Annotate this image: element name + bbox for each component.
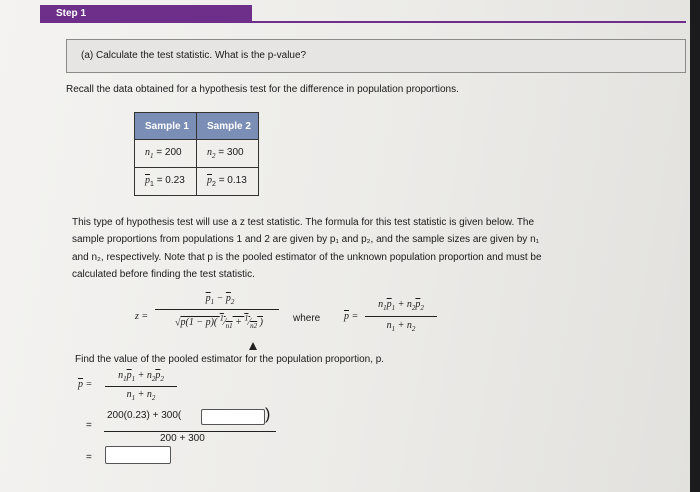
calc-numerator: 200(0.23) + 300(	[107, 410, 182, 421]
cell-p1: $\overline{p}_1 = 0.23$	[135, 168, 197, 196]
p2-input-box[interactable]	[201, 409, 265, 425]
where-label: where	[293, 313, 321, 324]
cell-n2: $n_2 = 300$	[197, 140, 259, 168]
step-divider	[40, 21, 686, 23]
sample-table	[134, 112, 259, 196]
calc-denominator: 200 + 300	[160, 433, 205, 444]
explanation-line-1: This type of hypothesis test will use a z test statistic. The formula for this test statistic is given below. The	[72, 217, 535, 228]
step-tab: Step 1	[40, 5, 252, 22]
question-box: (a) Calculate the test statistic. What is the p-value?	[66, 39, 686, 73]
recall-text: Recall the data obtained for a hypothesis test for the difference in population proportions.	[66, 84, 459, 95]
explanation-line-2: sample proportions from populations 1 and 2 are given by p₁ and p₂, and the sample sizes are given by n₁	[72, 234, 540, 245]
find-text: Find the value of the pooled estimator for the population proportion, p.	[75, 354, 385, 365]
pooled-answer-input[interactable]	[105, 446, 171, 464]
explanation-line-4: calculated before finding the test statistic.	[72, 269, 255, 280]
cell-p2: $\overline{p}_2 = 0.13$	[197, 168, 259, 196]
cursor-icon	[249, 342, 257, 350]
table-header-sample2: Sample 2	[197, 113, 259, 140]
table-header-sample1: Sample 1	[135, 113, 197, 140]
cell-n1: $n_1 = 200$	[135, 140, 197, 168]
explanation-line-3: and n₂, respectively. Note that p is the pooled estimator of the unknown population proportion and must be	[72, 252, 542, 263]
page: Step 1 (a) Calculate the test statistic. What is the p-value? Recall the data obtained for a hypothesis test for the difference in population proportions. Sample 1 Sample 2 $n_1 = 200$ $n_2 = 300$ $\overline{p}_1 = 0.23$ $\overline{p}_2 = 0.13$ This type of hypothesis test will use a z test statistic. The formula for this test statistic is given below. The sample proportions from populations 1 and 2 are given by p₁ and p₂, and the sample sizes are given by n₁ and n₂, respectively. Note that p is the pooled estimator of the unknown population proportion and must be calculated before finding the test statistic. z = $\overline{p}_1 - \overline{p}_2$ √p(1 − p)( $^1⁄_{n1}$ + $^1⁄_{n2}$ ) where $\overline{p}$ = $n_1\overline{p}_1 + n_2\overline{p}_2$ $n_1 + n_2$ Find the value of the pooled estimator for the population proportion, p. $\overline{p}$ = $n_1\overline{p}_1 + n_2\overline{p}_2$ $n_1 + n_2$ = 200(0.23) + 300( ) 200 + 300 =	[0, 0, 690, 492]
